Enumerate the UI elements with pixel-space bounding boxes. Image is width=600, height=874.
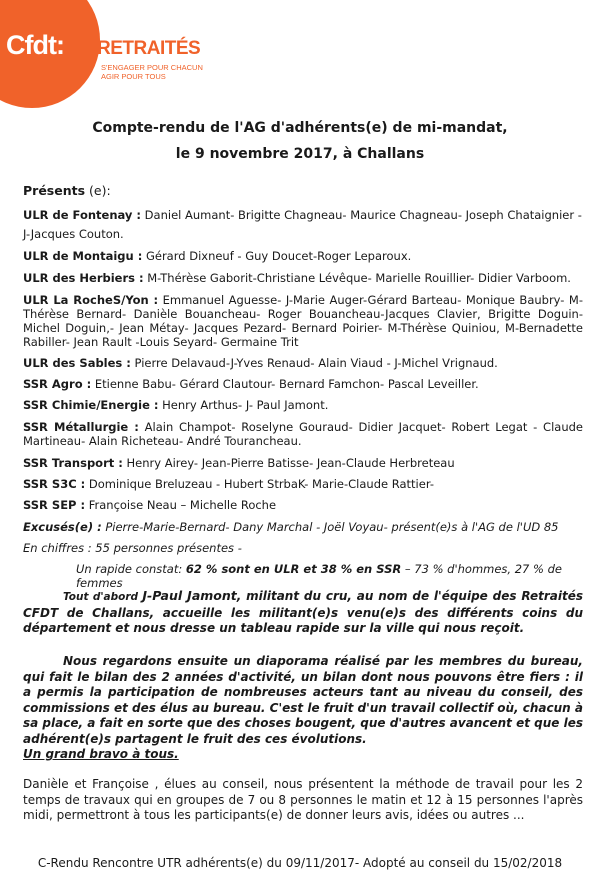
attendee-row — [23, 398, 583, 412]
attendee-names: Henry Arthus- J- Paul Jamont. — [158, 398, 329, 412]
paragraph-diaporama — [23, 654, 583, 763]
constat-prefix: Un rapide constat: — [76, 562, 186, 576]
tagline-line-1: S'ENGAGER POUR CHACUN — [101, 63, 203, 72]
attendee-row — [23, 356, 583, 370]
constat-suffix: – 73 % d'hommes, 27 % de femmes — [76, 562, 562, 590]
attendee-row — [23, 377, 583, 391]
attendee-row — [23, 498, 583, 512]
attendee-names: Alain Champot- Roselyne Gouraud- Didier Jacquet- Robert Legat - Claude Martineau- Alain Richeteau- André Tourancheau. — [23, 420, 583, 448]
logo-tagline — [101, 63, 203, 81]
attendee-names: Françoise Neau – Michelle Roche — [85, 498, 277, 512]
attendee-names: M-Thérèse Gaborit-Christiane Lévêque- Marielle Rouillier- Didier Varboom. — [143, 271, 571, 285]
tagline-line-2: AGIR POUR TOUS — [101, 72, 166, 81]
paragraph-methode: Danièle et Françoise , élues au conseil, nous présentent la méthode de travail pour les 2 temps de travaux qui en groupes de 7 ou 8 personnes le matin et 12 à 15 personnes l'après midi, permettront à tous les participants(e) de donner leurs avis, idées ou autres ... — [23, 777, 583, 822]
attendee-names: Henry Airey- Jean-Pierre Batisse- Jean-Claude Herbreteau — [122, 456, 455, 470]
para1-name: J-Paul Jamont — [142, 588, 237, 603]
excuses-line — [23, 520, 583, 534]
attendee-label: ULR des Sables : — [23, 356, 131, 370]
page-title-line-1: Compte-rendu de l'AG d'adhérents(e) de mi-mandat, — [92, 120, 508, 136]
logo-retraites: RETRAITÉS — [97, 38, 201, 59]
excuses-label: Excusés(e) : — [23, 520, 102, 534]
presents-label: Présents — [23, 183, 86, 198]
attendee-label: SSR Métallurgie : — [23, 420, 139, 434]
presents-suffix: (e): — [85, 183, 111, 198]
attendee-label: ULR des Herbiers : — [23, 271, 144, 285]
attendee-row — [23, 420, 583, 448]
paragraph-accueil — [23, 588, 583, 637]
presents-heading — [23, 184, 583, 198]
attendee-names: Emmanuel Aguesse- J-Marie Auger-Gérard Barteau- Monique Baubry- M-Thérèse Bernard- Danièle Bouancheau- Roger Bouancheau-Jacques Clavier, Brigitte Doguin- Michel Doguin,- Jean Métay- Jacques Pezard- Bernard Poirier- M-Thérèse Quiniou, M-Bernadette Rabiller- Jean Rault -Louis Seyard- Germaine Trit — [23, 293, 583, 349]
attendee-names: Gérard Dixneuf - Guy Doucet-Roger Leparoux. — [142, 249, 412, 263]
attendee-names: Pierre Delavaud-J-Yves Renaud- Alain Viaud - J-Michel Vrignaud. — [130, 356, 498, 370]
para2-bravo: Un grand bravo à tous. — [23, 747, 179, 761]
footer: C-Rendu Rencontre UTR adhérents(e) du 09/11/2017- Adopté au conseil du 15/02/2018 — [37, 856, 563, 870]
attendee-row — [23, 271, 583, 285]
attendee-row — [23, 249, 583, 263]
attendee-label: SSR S3C : — [23, 477, 86, 491]
chiffres-line: En chiffres : 55 personnes présentes - — [23, 541, 242, 555]
attendee-row — [23, 227, 583, 241]
attendee-row — [23, 456, 583, 470]
attendee-names: J-Jacques Couton. — [23, 227, 124, 241]
attendee-label: ULR de Fontenay : — [23, 208, 142, 222]
attendee-label: ULR de Montaigu : — [23, 249, 143, 263]
attendee-row — [23, 208, 583, 222]
attendee-row — [23, 477, 583, 491]
attendee-label: ULR La RocheS/Yon : — [23, 293, 159, 307]
para1-lead: Tout d'abord — [63, 591, 143, 603]
attendee-label: SSR Agro : — [23, 377, 92, 391]
attendee-label: SSR Transport : — [23, 456, 123, 470]
para1-text: , militant du cru, au nom de l'équipe des Retraités CFDT de Challans, accueille les militant(e)s venu(e)s des différents coins du département et nous dresse un tableau rapide sur la ville qui nous reçoit. — [23, 589, 583, 635]
excuses-text: Pierre-Marie-Bernard- Dany Marchal - Joël Voyau- présent(e)s à l'AG de l'UD 85 — [101, 520, 559, 534]
attendee-names: Etienne Babu- Gérard Clautour- Bernard Famchon- Pascal Leveiller. — [91, 377, 479, 391]
logo — [0, 0, 600, 100]
constat-bold: 62 % sont en ULR et 38 % en SSR — [185, 562, 402, 576]
para2-text: Nous regardons ensuite un diaporama réalisé par les membres du bureau, qui fait le bilan des 2 années d'activité, un bilan dont nous pouvons être fiers : il a permis la participation de nombreuses acteurs tant au niveau du conseil, des commissions et des élus au bureau. C'est le fruit d'un travail collectif où, chacun à sa place, a fait en sorte que des choses bougent, que d'autres avancent et que les adhérent(e)s partagent le fruit des ces évolutions. — [23, 654, 583, 746]
attendee-names: Daniel Aumant- Brigitte Chagneau- Maurice Chagneau- Joseph Chataignier - — [141, 208, 582, 222]
attendee-row — [23, 293, 583, 349]
constat-line — [76, 562, 586, 590]
attendee-label: SSR Chimie/Energie : — [23, 398, 159, 412]
logo-cfdt: Cfdt: — [6, 30, 64, 60]
page-title-line-2: le 9 novembre 2017, à Challans — [175, 146, 425, 162]
attendee-names: Dominique Breluzeau - Hubert StrbaK- Marie-Claude Rattier- — [85, 477, 434, 491]
attendee-label: SSR SEP : — [23, 498, 86, 512]
